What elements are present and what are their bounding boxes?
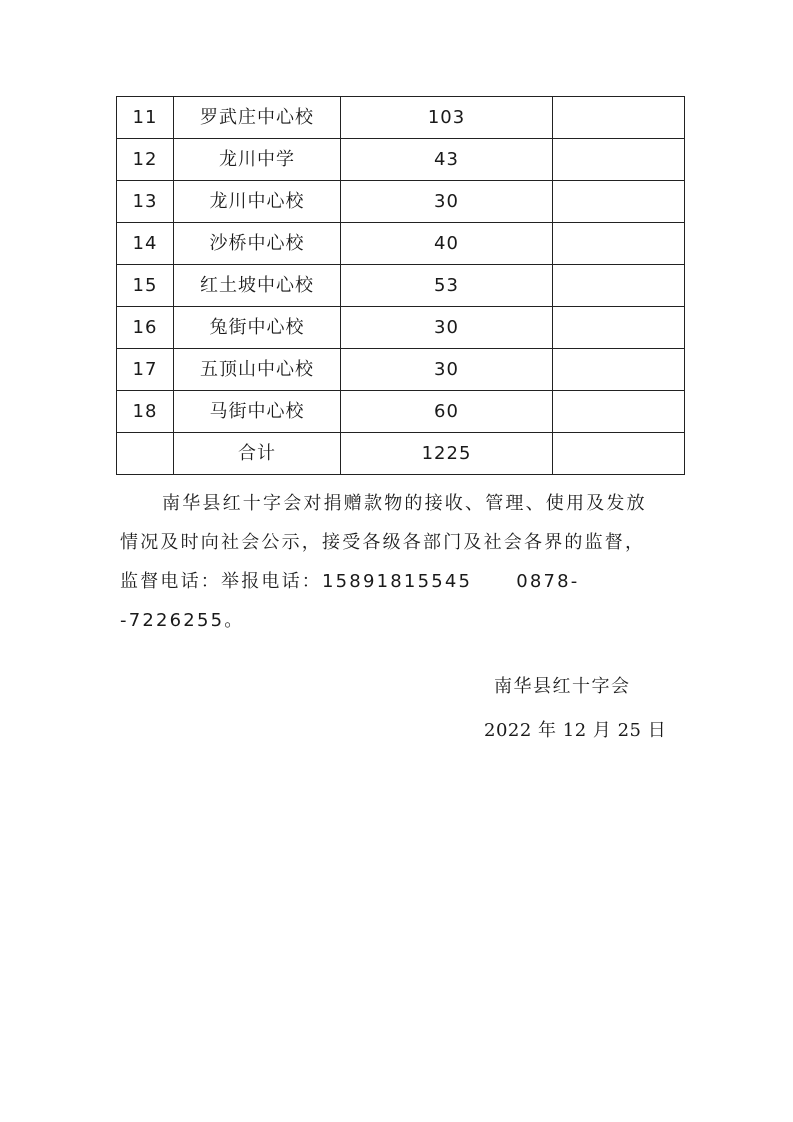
remark [553, 181, 685, 223]
remark [553, 391, 685, 433]
table-row [117, 223, 685, 265]
school-name: 红土坡中心校 [174, 265, 341, 307]
school-name: 五顶山中心校 [174, 349, 341, 391]
school-name: 兔街中心校 [174, 307, 341, 349]
donation-amount: 30 [341, 181, 553, 223]
signature-date: 2022 年 12 月 25 日 [484, 720, 667, 741]
table-row [117, 307, 685, 349]
remark [553, 223, 685, 265]
donation-amount: 40 [341, 223, 553, 265]
remark [553, 349, 685, 391]
school-name: 沙桥中心校 [174, 223, 341, 265]
table-row [117, 265, 685, 307]
school-name: 龙川中心校 [174, 181, 341, 223]
total-row [117, 433, 685, 475]
remark [553, 139, 685, 181]
notice-line-2: 情况及时向社会公示，接受各级各部门及社会各界的监督， [120, 532, 646, 553]
total-remark [553, 433, 685, 475]
total-amount: 1225 [341, 433, 553, 475]
row-number: 18 [117, 391, 174, 433]
row-number: 11 [117, 97, 174, 139]
remark [553, 265, 685, 307]
donation-amount: 30 [341, 307, 553, 349]
donation-amount: 43 [341, 139, 553, 181]
supervision-phone: 监督电话：举报电话：15891815545 [120, 571, 473, 592]
table-row [117, 349, 685, 391]
row-number: 12 [117, 139, 174, 181]
donation-table [116, 96, 685, 475]
row-number: 16 [117, 307, 174, 349]
row-number: 14 [117, 223, 174, 265]
row-number: 15 [117, 265, 174, 307]
notice-paragraph [120, 484, 680, 640]
table-row [117, 97, 685, 139]
table-row [117, 181, 685, 223]
remark [553, 97, 685, 139]
school-name: 罗武庄中心校 [174, 97, 341, 139]
notice-line-3 [120, 562, 680, 640]
donation-amount: 60 [341, 391, 553, 433]
row-number: 13 [117, 181, 174, 223]
total-row-number [117, 433, 174, 475]
table-row [117, 391, 685, 433]
signature-organization: 南华县红十字会 [494, 676, 631, 697]
school-name: 马街中心校 [174, 391, 341, 433]
office-phone: 0878--7226255。 [120, 571, 580, 631]
donation-amount: 103 [341, 97, 553, 139]
total-label: 合计 [174, 433, 341, 475]
school-name: 龙川中学 [174, 139, 341, 181]
donation-amount: 30 [341, 349, 553, 391]
donation-amount: 53 [341, 265, 553, 307]
table-row [117, 139, 685, 181]
remark [553, 307, 685, 349]
notice-line-1: 南华县红十字会对捐赠款物的接收、管理、使用及发放 [162, 493, 647, 514]
row-number: 17 [117, 349, 174, 391]
